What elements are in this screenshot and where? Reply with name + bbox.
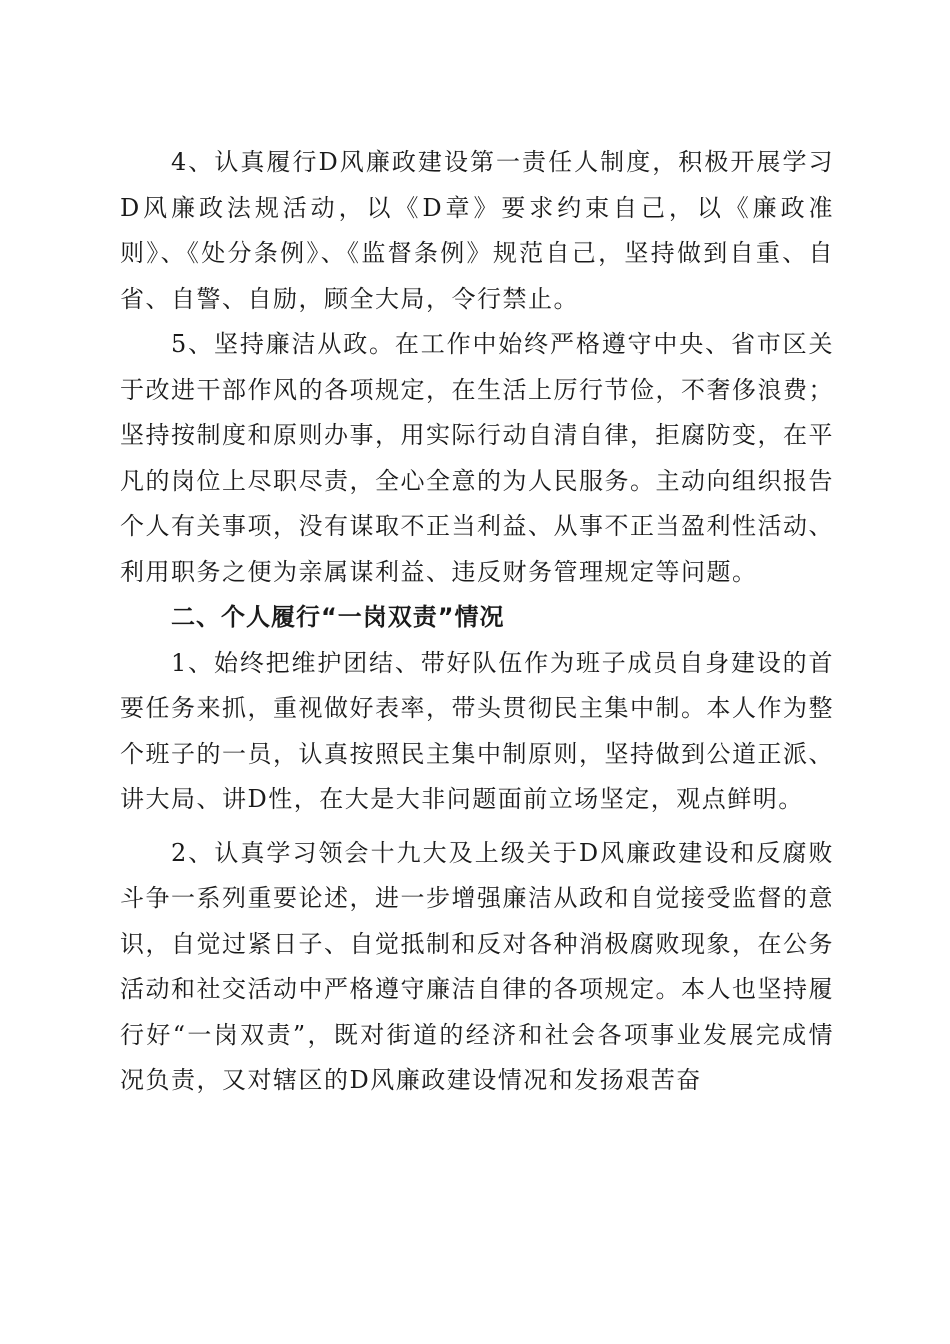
paragraph-item-5: 5、坚持廉洁从政。在工作中始终严格遵守中央、省市区关于改进干部作风的各项规定，在生活上厉行节俭，不奢侈浪费；坚持按制度和原则办事，用实际行动自清自律，拒腐防变，在平凡的岗位上尽职尽责，全心全意的为人民服务。主动向组织报告个人有关事项，没有谋取不正当利益、从事不正当盈利性活动、利用职务之便为亲属谋利益、违反财务管理规定等问题。	[120, 330, 834, 586]
paragraph-spacer	[120, 823, 834, 831]
section-paragraph-1: 1、始终把维护团结、带好队伍作为班子成员自身建设的首要任务来抓，重视做好表率，带头贯彻民主集中制。本人作为整个班子的一员，认真按照民主集中制原则，坚持做到公道正派、讲大局、讲D性，在大是大非问题面前立场坚定，观点鲜明。	[120, 648, 834, 813]
section-heading: 二、个人履行“一岗双责”情况	[171, 603, 505, 631]
paragraph-item-4: 4、认真履行D风廉政建设第一责任人制度，积极开展学习D风廉政法规活动，以《D章》要求约束自己，以《廉政准则》、《处分条例》、《监督条例》规范自己，坚持做到自重、自省、自警、自励，顾全大局，令行禁止。	[120, 148, 834, 313]
document-body	[120, 140, 834, 1104]
section-paragraph-2: 2、认真学习领会十九大及上级关于D风廉政建设和反腐败斗争一系列重要论述，进一步增强廉洁从政和自觉接受监督的意识，自觉过紧日子、自觉抵制和反对各种消极腐败现象，在公务活动和社交活动中严格遵守廉洁自律的各项规定。本人也坚持履行好“一岗双责”，既对街道的经济和社会各项事业发展完成情况负责，又对辖区的D风廉政建设情况和发扬艰苦奋	[120, 838, 834, 1094]
